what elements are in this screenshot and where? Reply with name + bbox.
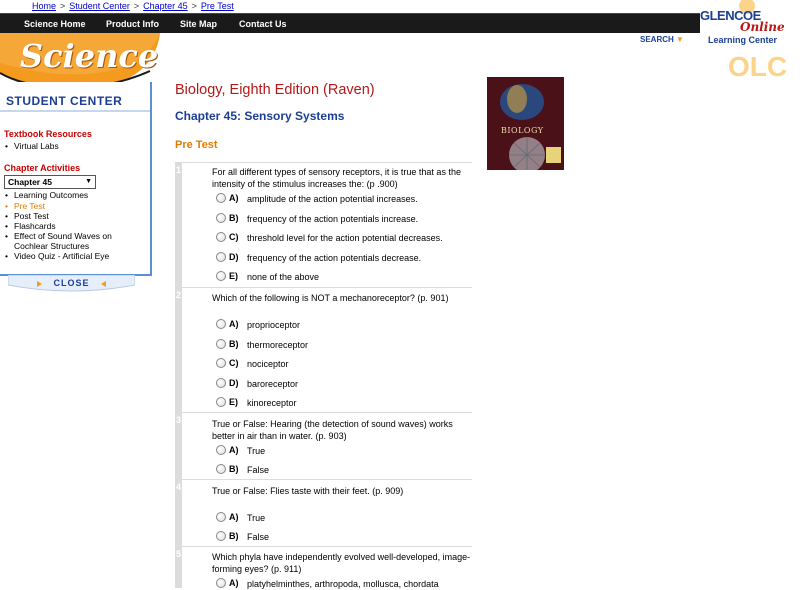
radio-button[interactable] — [216, 213, 226, 223]
option-text: True — [247, 513, 266, 523]
link-effect-of-sound-waves[interactable]: • Effect of Sound Waves on — [14, 231, 112, 241]
option-text: none of the above — [247, 272, 320, 282]
option-text: baroreceptor — [247, 379, 299, 389]
search-link[interactable] — [640, 35, 684, 44]
radio-button[interactable] — [216, 397, 226, 407]
nav-site-map[interactable]: Site Map — [180, 19, 218, 29]
breadcrumb-bar — [0, 0, 700, 13]
option-text: frequency of the action potentials decrease. — [247, 253, 422, 263]
link-post-test[interactable]: • Post Test — [14, 211, 49, 221]
close-button[interactable] — [8, 275, 135, 295]
divider — [0, 110, 150, 112]
student-center-panel — [0, 82, 152, 276]
divider — [175, 162, 472, 163]
option-letter: B) — [229, 213, 239, 223]
option-text: proprioceptor — [247, 320, 301, 330]
book-cover-graphic — [487, 77, 564, 170]
question-number: 3 — [176, 415, 182, 425]
radio-button[interactable] — [216, 232, 226, 242]
divider — [175, 479, 472, 480]
option-letter: A) — [229, 193, 239, 203]
link-learning-outcomes[interactable]: • Learning Outcomes — [14, 190, 88, 200]
radio-button[interactable] — [216, 578, 226, 588]
link-pre-test[interactable]: • Pre Test — [14, 201, 45, 211]
radio-button[interactable] — [216, 512, 226, 522]
top-nav — [0, 13, 700, 33]
glencoe-logo[interactable] — [690, 0, 800, 80]
option-letter: B) — [229, 531, 239, 541]
learning-center-text: Learning Center — [708, 35, 778, 45]
question-number: 4 — [176, 482, 182, 492]
option-letter: E) — [229, 397, 238, 407]
option-letter: A) — [229, 319, 239, 329]
option-text: True — [247, 446, 266, 456]
link-effect-of-sound-waves-cont[interactable]: Cochlear Structures — [14, 241, 90, 251]
divider — [175, 546, 472, 547]
breadcrumb: Home > Student Center > Chapter 45 > Pre Test — [32, 1, 234, 11]
section-title: Pre Test — [175, 139, 218, 151]
question-text: True or False: Flies taste with their feet. (p. 909) — [212, 486, 404, 496]
option-letter: D) — [229, 252, 239, 262]
glencoe-text: GLENCOE — [700, 8, 761, 23]
radio-button[interactable] — [216, 193, 226, 203]
question-number: 1 — [176, 165, 182, 175]
option-text: nociceptor — [247, 359, 289, 369]
book-cover-title: BIOLOGY — [501, 126, 544, 135]
link-flashcards[interactable]: • Flashcards — [14, 221, 56, 231]
search-label: SEARCH — [640, 35, 674, 44]
nav-contact-us[interactable]: Contact Us — [239, 19, 287, 29]
online-text: Online — [740, 20, 785, 34]
option-text: False — [247, 532, 270, 542]
chapter-title: Chapter 45: Sensory Systems — [175, 109, 345, 123]
option-letter: B) — [229, 464, 239, 474]
option-letter: A) — [229, 512, 239, 522]
radio-button[interactable] — [216, 464, 226, 474]
question-text: Which phyla have independently evolved well-developed, image-forming eyes? (p. 911) — [212, 552, 471, 574]
student-center-title: STUDENT CENTER — [6, 94, 123, 108]
book-title: Biology, Eighth Edition (Raven) — [175, 82, 375, 98]
breadcrumb-chapter[interactable]: Chapter 45 — [143, 1, 188, 11]
option-text: frequency of the action potentials increase. — [247, 214, 419, 224]
book-cover-image — [487, 77, 564, 170]
radio-button[interactable] — [216, 252, 226, 262]
radio-button[interactable] — [216, 339, 226, 349]
question-number-bar — [175, 163, 182, 287]
option-text: kinoreceptor — [247, 398, 297, 408]
option-text: amplitude of the action potential increases. — [247, 194, 418, 204]
option-letter: C) — [229, 232, 239, 242]
option-text: threshold level for the action potential decreases. — [247, 233, 443, 243]
option-letter: C) — [229, 358, 239, 368]
radio-button[interactable] — [216, 531, 226, 541]
option-text: False — [247, 465, 270, 475]
chapter-select[interactable] — [4, 175, 96, 189]
breadcrumb-pre-test[interactable]: Pre Test — [200, 1, 234, 11]
question-text: True or False: Hearing (the detection of sound waves) works better in air than in water. (p. 903) — [212, 419, 453, 441]
question-number: 5 — [176, 549, 182, 559]
olc-mark: OLC — [728, 51, 788, 80]
chapter-select-value: Chapter 45 — [8, 177, 52, 187]
radio-button[interactable] — [216, 271, 226, 281]
breadcrumb-home[interactable]: Home — [32, 1, 57, 11]
nav-product-info[interactable]: Product Info — [106, 19, 159, 29]
dropdown-arrow-icon: ▼ — [85, 178, 92, 185]
option-text: platyhelminthes, arthropoda, mollusca, chordata — [247, 579, 439, 589]
question-number-bar — [175, 288, 182, 412]
link-video-quiz[interactable]: • Video Quiz - Artificial Eye — [14, 251, 109, 261]
science-logo-text: Science — [20, 37, 159, 75]
close-label: CLOSE — [53, 278, 90, 288]
divider — [175, 412, 472, 413]
option-letter: A) — [229, 578, 239, 588]
nav-science-home[interactable]: Science Home — [24, 19, 86, 29]
question-number: 2 — [176, 290, 182, 300]
option-text: thermoreceptor — [247, 340, 309, 350]
question-text: For all different types of sensory receptors, it is true that as the intensity of the stimulus increases the: (p .900) — [212, 167, 461, 189]
option-letter: A) — [229, 445, 239, 455]
link-virtual-labs[interactable]: • Virtual Labs — [14, 141, 59, 151]
question-text: Which of the following is NOT a mechanoreceptor? (p. 901) — [212, 293, 449, 303]
chapter-activities-heading: Chapter Activities — [4, 163, 81, 173]
radio-button[interactable] — [216, 358, 226, 368]
radio-button[interactable] — [216, 445, 226, 455]
divider — [175, 287, 472, 288]
option-letter: E) — [229, 271, 238, 281]
search-arrow-icon: ▼ — [673, 35, 684, 44]
radio-button[interactable] — [216, 319, 226, 329]
breadcrumb-student-center[interactable]: Student Center — [69, 1, 130, 11]
textbook-resources-heading: Textbook Resources — [4, 129, 92, 139]
radio-button[interactable] — [216, 378, 226, 388]
option-letter: D) — [229, 378, 239, 388]
option-letter: B) — [229, 339, 239, 349]
